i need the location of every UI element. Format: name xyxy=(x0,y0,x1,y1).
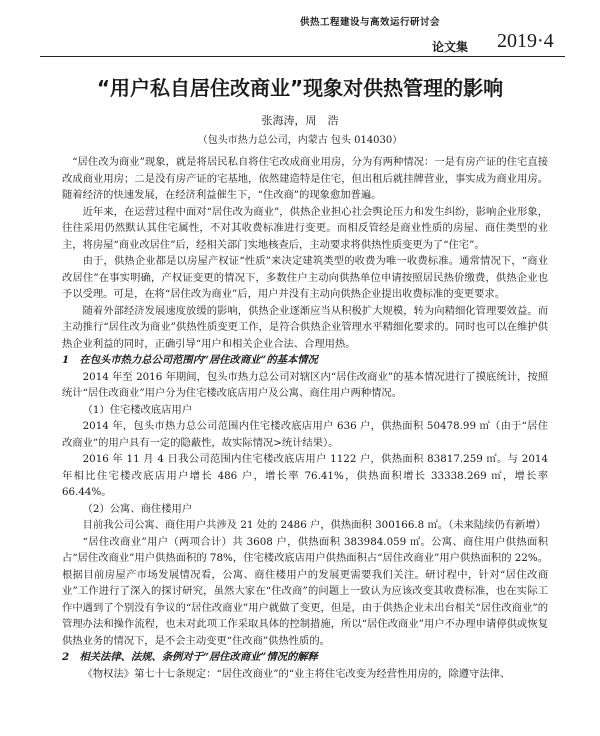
paragraph: 随着外部经济发展速度放缓的影响，供热企业逐渐应当从积极扩大规模，转为向精细化管理要效益。而主动推行“居住改为商业”供热性质变更工作，是符合供热企业管理水平精细化要求的。同时也可以在维护供热企业利益的同时，正确引导“用户和相关企业合法、合理用热。 xyxy=(62,304,548,350)
paper-title: “用户私自居住改商业”现象对供热管理的影响 xyxy=(96,76,504,100)
paragraph: 2014 年至 2016 年期间，包头市热力总公司对辖区内“居住改商业”的基本情况进行了摸底统计，按照统计“居住改商业”用户分为住宅楼改底店用户及公寓、商住用户两种情况。 xyxy=(62,370,548,399)
paper-body xyxy=(62,154,548,682)
subsection-heading: （1）住宅楼改底店用户 xyxy=(82,403,193,416)
authors: 张海涛，周 浩 xyxy=(261,114,339,127)
paragraph: 2016 年 11 月 4 日我公司范围内住宅楼改底店用户 1122 户，供热面积 83817.259 ㎡。与 2014 年相比住宅楼改底店用户增长 486 户，增长率 76.41%，供热面积增长 33338.269 ㎡，增长率 66.44%。 xyxy=(62,453,548,498)
paragraph: 《物权法》第七十七条规定：“居住改商业”的“业主将住宅改变为经营性用房的，除遵守法律、 xyxy=(82,667,511,680)
conference-header: 供热工程建设与高效运行研讨会 xyxy=(300,17,441,28)
paragraph: 目前我公司公寓、商住用户共涉及 21 处的 2486 户，供热面积 300166.8 ㎡。（未来陆续仍有新增） xyxy=(82,519,546,531)
section-heading: 1 在包头市热力总公司范围内“居住改商业”的基本情况 xyxy=(62,354,318,366)
paragraph: 近年来，在运营过程中面对“居住改为商业”，供热企业担心社会舆论压力和发生纠纷，影响企业形象，往往采用仍然默认其住宅属性，不对其收费标准进行变更。而相反管经是商业性质的房屋、商住类型的业主，将房屋“商业改居住”后，经相关部门实地核查后，主动要求将供热性质变更为了“住宅”。 xyxy=(62,205,548,251)
issue-number: 2019·4 xyxy=(497,30,554,52)
section-label: 论文集 xyxy=(432,40,469,54)
header-rule xyxy=(40,56,565,57)
paragraph: 2014 年，包头市热力总公司范围内住宅楼改底店用户 636 户，供热面积 50478.99 ㎡（由于“居住改商业”的用户具有一定的隐蔽性，故实际情况>统计结果）。 xyxy=(62,420,548,449)
subsection-heading: （2）公寓、商住楼用户 xyxy=(82,502,193,515)
paragraph: 由于，供热企业都是以房屋产权证“性质”来决定建筑类型的收费为唯一收费标准。通常情况下，“商业改居住”在事实明确，产权证变更的情况下，多数住户主动向供热单位申请按照居民热价缴费，供热企业也予以受理。可是，在将“居住改为商业”后，用户并没有主动向供热企业提出收费标准的变更要求。 xyxy=(62,255,548,300)
affiliation: （包头市热力总公司，内蒙古 包头 014030） xyxy=(197,135,403,146)
paragraph: “居住改为商业”现象，就是将居民私自将住宅改成商业用房，分为有两种情况：一是有房产证的住宅直接改成商业用房；二是没有房产证的宅基地，依然建造特是住宅，但出租后就挂牌营业，事实成为商业用房。随着经济的快速发展，在经济利益催生下，“住改商”的现象愈加普遍。 xyxy=(62,156,548,201)
section-heading: 2 相关法律、法规、条例对于“居住改商业”情况的解释 xyxy=(62,651,318,663)
paragraph: “居住改商业”用户（两项合计）共 3608 户，供热面积 383984.059 ㎡。公寓、商住用户供热面积占“居住改商业”用户供热面积的 78%，住宅楼改底店用户供热面积占“居住改商业”用户供热面积的 22%。根据目前房屋产市场发展情况看，公寓、商住楼用户的发展更需要我们关注。研讨程中，针对“居住改商业”工作进行了深入的探讨研究，虽然大家在“住改商”的问题上一致认为应该改变其收费标准，也在实际工作中遇到了个别没有争议的“居住改商业”用户就做了变更，但是，由于供热企业未出台相关“居住改商业”的管理办法和操作流程，也未对此项工作采取具体的控制措施，所以“居住改商业”用户不办理申请停供或恢复供热业务的情况下，是不会主动变更“住改商”供热性质的。 xyxy=(62,535,548,647)
